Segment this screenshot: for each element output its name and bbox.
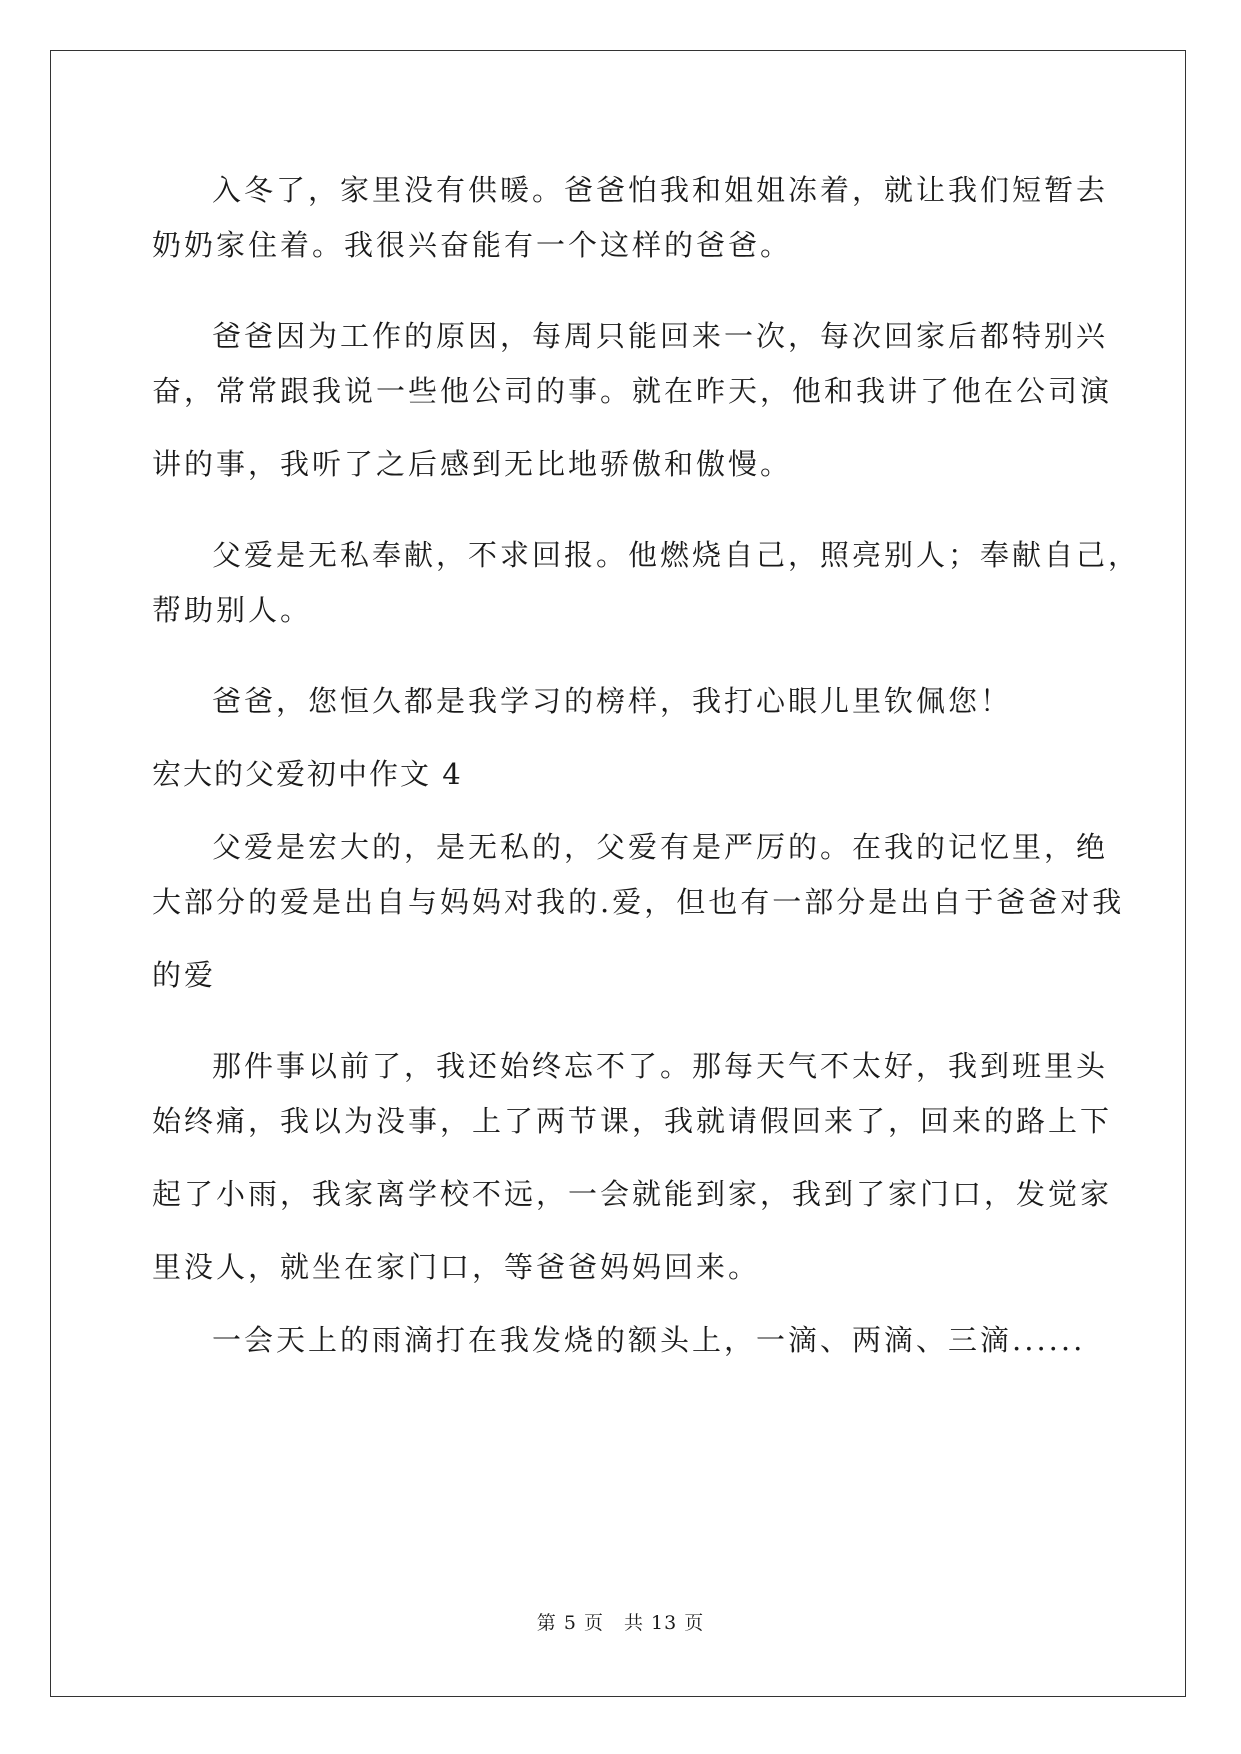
paragraph-3-line-2: 帮助别人。 (152, 593, 313, 627)
paragraph-1-line-2: 奶奶家住着。我很兴奋能有一个这样的爸爸。 (152, 228, 793, 262)
paragraph-5-line-3: 的爱 (152, 958, 217, 992)
paragraph-2-line-1: 爸爸因为工作的原因，每周只能回来一次，每次回家后都特别兴 (212, 319, 1109, 353)
paragraph-6-line-3: 起了小雨，我家离学校不远，一会就能到家，我到了家门口，发觉家 (152, 1177, 1113, 1211)
paragraph-7-line-1: 一会天上的雨滴打在我发烧的额头上，一滴、两滴、三滴...... (212, 1323, 1086, 1357)
paragraph-5-line-2: 大部分的爱是出自与妈妈对我的.爱，但也有一部分是出自于爸爸对我 (152, 885, 1125, 919)
paragraph-4-line-1: 爸爸，您恒久都是我学习的榜样，我打心眼儿里钦佩您！ (212, 684, 1013, 718)
paragraph-1-line-1: 入冬了，家里没有供暖。爸爸怕我和姐姐冻着，就让我们短暂去 (212, 173, 1109, 207)
paragraph-2-line-3: 讲的事，我听了之后感到无比地骄傲和傲慢。 (152, 447, 793, 481)
paragraph-6-line-2: 始终痛，我以为没事，上了两节课，我就请假回来了，回来的路上下 (152, 1104, 1113, 1138)
paragraph-6-line-1: 那件事以前了，我还始终忘不了。那每天气不太好，我到班里头 (212, 1049, 1109, 1083)
section-heading: 宏大的父爱初中作文 4 (152, 757, 463, 791)
paragraph-2-line-2: 奋，常常跟我说一些他公司的事。就在昨天，他和我讲了他在公司演 (152, 374, 1113, 408)
page-number-footer: 第 5 页 共 13 页 (536, 1612, 705, 1634)
paragraph-6-line-4: 里没人，就坐在家门口，等爸爸妈妈回来。 (152, 1250, 761, 1284)
page-border (50, 50, 1186, 1697)
paragraph-5-line-1: 父爱是宏大的，是无私的，父爱有是严厉的。在我的记忆里，绝 (212, 830, 1109, 864)
paragraph-3-line-1: 父爱是无私奉献，不求回报。他燃烧自己，照亮别人；奉献自己， (212, 538, 1141, 572)
